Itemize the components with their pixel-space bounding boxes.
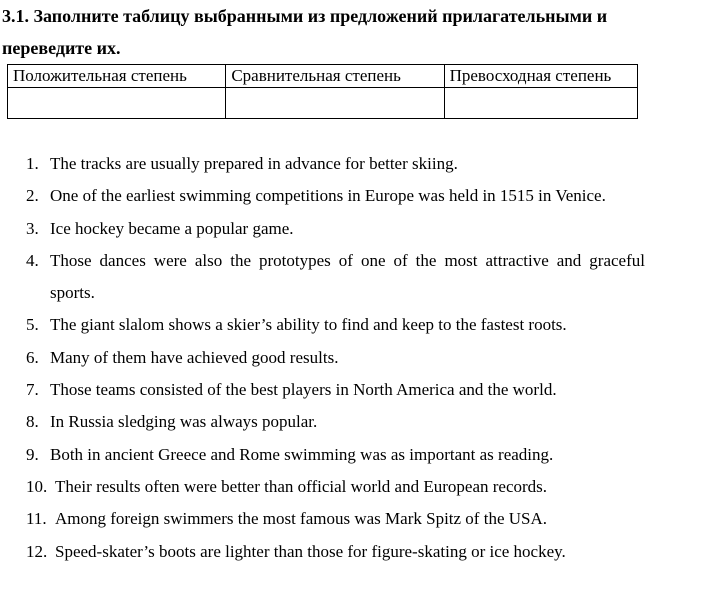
table-header-row — [8, 65, 638, 88]
item-text: Among foreign swimmers the most famous was Mark Spitz of the USA. — [55, 509, 547, 529]
header-comparative-degree: Сравнительная степень — [226, 65, 444, 88]
list-item — [26, 503, 645, 535]
task-heading-line-1: 3.1. Заполните таблицу выбранными из предложений прилагательными и — [2, 6, 608, 26]
list-item — [26, 439, 645, 471]
item-text: In Russia sledging was always popular. — [50, 412, 318, 432]
item-text: Both in ancient Greece and Rome swimming was as important as reading. — [50, 444, 554, 464]
item-text: Their results often were better than official world and European records. — [55, 476, 548, 496]
degrees-table — [7, 64, 638, 119]
item-number: 3. — [26, 218, 39, 238]
item-number: 2. — [26, 186, 39, 206]
item-text: Ice hockey became a popular game. — [50, 218, 294, 238]
list-item — [26, 245, 645, 310]
item-text: Many of them have achieved good results. — [50, 347, 339, 367]
list-item — [26, 309, 645, 341]
table-cell-superlative[interactable] — [444, 88, 637, 119]
list-item — [26, 148, 645, 180]
item-text: Speed-skater’s boots are lighter than those for figure-skating or ice hockey. — [55, 541, 566, 561]
item-number: 1. — [26, 154, 39, 173]
item-number: 5. — [26, 315, 39, 335]
task-heading-line-2: переведите их. — [2, 38, 121, 58]
list-item — [26, 471, 645, 503]
table-cell-comparative[interactable] — [226, 88, 444, 119]
sentence-list — [26, 148, 645, 568]
item-text: Those teams consisted of the best players in North America and the world. — [50, 380, 557, 400]
list-item — [26, 213, 645, 245]
item-number: 9. — [26, 444, 39, 464]
item-text: The giant slalom shows a skier’s ability to find and keep to the fastest roots. — [50, 315, 567, 335]
item-number: 6. — [26, 347, 39, 367]
item-text: The tracks are usually prepared in advance for better skiing. — [50, 154, 458, 173]
list-item — [26, 374, 645, 406]
item-number: 11. — [26, 509, 47, 529]
table-row — [8, 88, 638, 119]
item-number: 12. — [26, 541, 48, 561]
header-positive-degree: Положительная степень — [8, 65, 226, 88]
item-number: 7. — [26, 380, 39, 400]
list-item — [26, 536, 645, 568]
list-item — [26, 180, 645, 212]
list-item — [26, 342, 645, 374]
list-item — [26, 406, 645, 438]
header-superlative-degree: Превосходная степень — [444, 65, 637, 88]
item-number: 4. — [26, 250, 39, 270]
item-number: 8. — [26, 412, 39, 432]
task-heading — [2, 0, 702, 64]
table-cell-positive[interactable] — [8, 88, 226, 119]
item-text: Those dances were also the prototypes of one of the most attractive and graceful sports. — [50, 250, 645, 303]
item-number: 10. — [26, 476, 48, 496]
item-text: One of the earliest swimming competitions in Europe was held in 1515 in Venice. — [50, 186, 606, 206]
